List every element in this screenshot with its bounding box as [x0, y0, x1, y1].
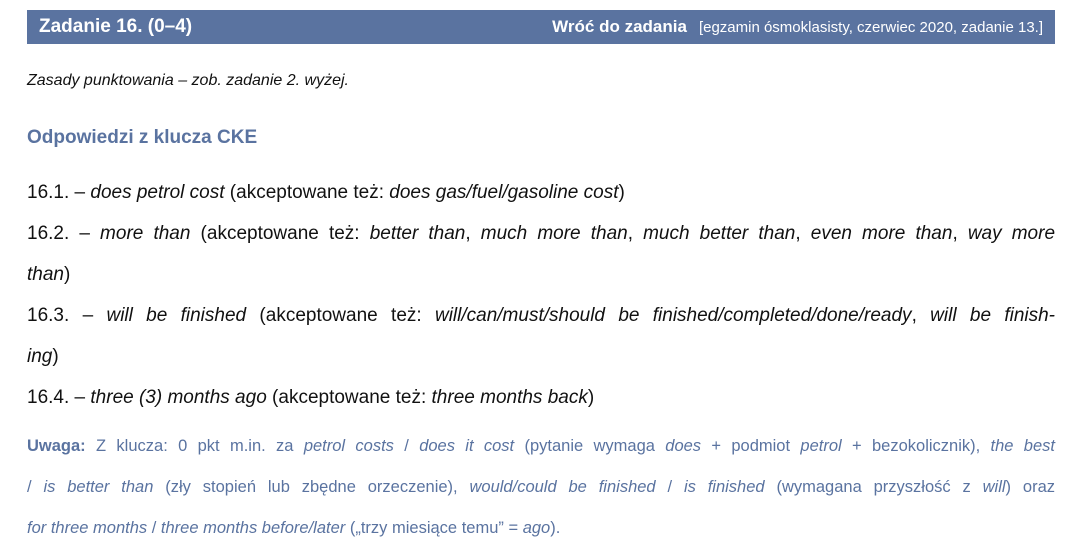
note-example: does	[665, 437, 702, 455]
note-example: petrol	[800, 437, 842, 455]
header-right	[552, 17, 1043, 37]
answer-16-3-cont	[27, 336, 1055, 377]
note-example: petrol costs	[303, 437, 394, 455]
accepted-alt: even more than	[810, 223, 953, 244]
accepted-alt: much more than	[480, 223, 628, 244]
accepted-alt: does gas/fuel/gasoline cost	[389, 182, 619, 203]
answer-16-1	[27, 172, 1055, 213]
note-text: + podmiot	[701, 437, 801, 455]
accepted-alt: better than	[369, 223, 466, 244]
accepted-alt: than	[27, 264, 64, 285]
answer-list	[27, 172, 1055, 418]
answer-number: 16.4. –	[27, 387, 91, 408]
scoring-rules-note: Zasady punktowania – zob. zadanie 2. wyżej.	[27, 72, 349, 89]
note-text: /	[27, 478, 44, 496]
note-text: /	[393, 437, 420, 455]
answer-number: 16.2. –	[27, 223, 101, 244]
answer-16-2-cont	[27, 254, 1055, 295]
note-text: /	[655, 478, 684, 496]
accepted-prefix: (akceptowane też:	[224, 182, 390, 203]
note-text: ).	[550, 519, 561, 537]
note-example: does it cost	[419, 437, 515, 455]
note-text: ) oraz	[1005, 478, 1055, 496]
note-text: /	[147, 519, 161, 537]
note-example: three months before/later	[160, 519, 346, 537]
note-label: Uwaga:	[27, 437, 86, 455]
note-example: would/could be finished	[469, 478, 656, 496]
note-example: ago	[522, 519, 551, 537]
section-title: Odpowiedzi z klucza CKE	[27, 127, 258, 148]
note-line-1	[27, 426, 1055, 467]
answer-main: does petrol cost	[90, 182, 225, 203]
accepted-alt: way more	[967, 223, 1056, 244]
exam-source: [egzamin ósmoklasisty, czerwiec 2020, zadanie 13.]	[698, 19, 1043, 36]
accepted-alt: will be finish-	[930, 305, 1056, 326]
accepted-alt: will/can/must/should be finished/completed/done/ready	[434, 305, 912, 326]
close-paren: )	[52, 346, 59, 367]
task-title: Zadanie 16. (0–4)	[39, 16, 193, 37]
answer-main: more than	[100, 223, 191, 244]
answer-16-2: 16.2. – more than (akceptowane też: better than, much more than, much better than, even more than, way more	[27, 223, 1056, 244]
answer-16-4	[27, 377, 1055, 418]
accepted-alt: three months back	[431, 387, 588, 408]
note-block	[27, 426, 1055, 549]
accepted-prefix: (akceptowane też:	[246, 305, 435, 326]
note-text: („trzy miesiące temu” =	[345, 519, 523, 537]
note-text: + bezokolicznik),	[841, 437, 991, 455]
note-example: the best	[990, 437, 1055, 455]
answer-number: 16.1. –	[27, 182, 91, 203]
close-paren: )	[63, 264, 71, 285]
note-text: (zły stopień lub zbędne orzeczenie),	[153, 478, 470, 496]
accepted-prefix: (akceptowane też:	[190, 223, 370, 244]
accepted-alt: much better than	[643, 223, 796, 244]
note-example: will	[982, 478, 1006, 496]
note-text: (wymagana przyszłość z	[764, 478, 983, 496]
close-paren: )	[587, 387, 595, 408]
note-example: for three months	[27, 519, 148, 537]
back-to-task-link[interactable]: Wróć do zadania	[552, 17, 687, 36]
accepted-alt: ing	[27, 346, 53, 367]
note-line-2	[27, 467, 1055, 508]
answer-number: 16.3. –	[27, 305, 107, 326]
task-header	[27, 10, 1055, 44]
accepted-prefix: (akceptowane też:	[266, 387, 432, 408]
note-text: Z klucza: 0 pkt m.in. za	[85, 437, 304, 455]
note-example: is finished	[683, 478, 765, 496]
note-line-3	[27, 508, 1055, 549]
answer-main: three (3) months ago	[90, 387, 267, 408]
note-text: (pytanie wymaga	[514, 437, 666, 455]
answer-16-3: 16.3. – will be finished (akceptowane też: will/can/must/should be finished/completed/done/ready, will be finish-	[27, 305, 1056, 326]
close-paren: )	[618, 182, 625, 203]
note-example: is better than	[43, 478, 154, 496]
answer-main: will be finished	[106, 305, 247, 326]
